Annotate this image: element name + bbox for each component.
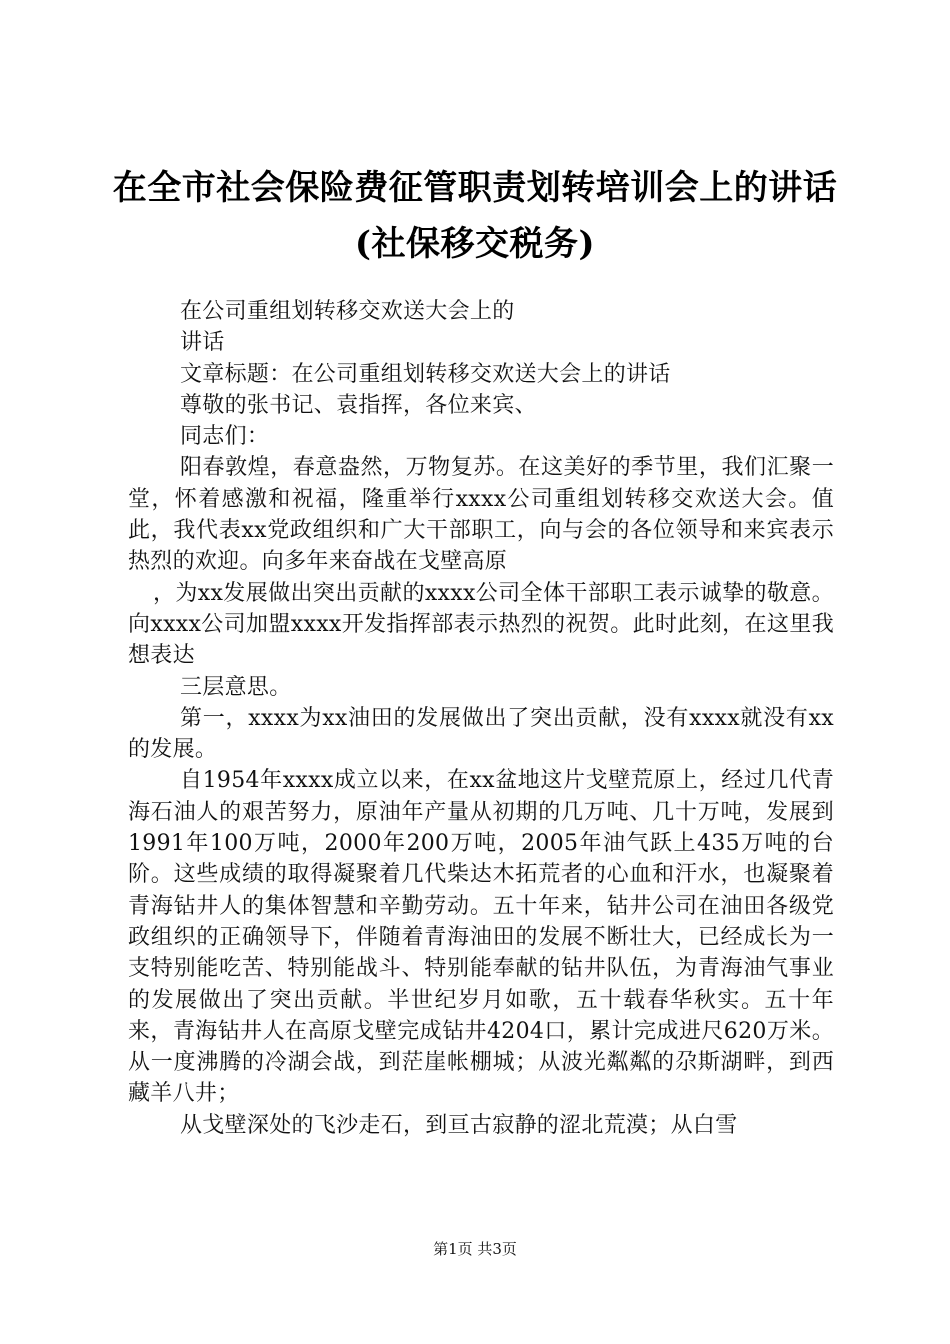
document-title: 在全市社会保险费征管职责划转培训会上的讲话(社保移交税务): [112, 168, 838, 264]
body-paragraph: 自1954年xxxx成立以来，在xx盆地这片戈壁荒原上，经过几代青海石油人的艰苦努力，原油年产量从初期的几万吨、几十万吨，发展到1991年100万吨，2000年200万吨，2005年油气跃上435万吨的台阶。这些成绩的取得凝聚着几代柴达木拓荒者的心血和汗水，也凝聚着青海钻井人的集体智慧和辛勤劳动。五十年来，钻井公司在油田各级党政组织的正确领导下，伴随着青海油田的发展不断壮大，已经成长为一支特别能吃苦、特别能战斗、特别能奉献的钻井队伍，为青海油气事业的发展做出了突出贡献。半世纪岁月如歌，五十载春华秋实。五十年来，青海钻井人在高原戈壁完成钻井4204口，累计完成进尺620万米。从一度沸腾的冷湖会战，到茫崖帐棚城；从波光粼粼的尕斯湖畔，到西藏羊八井；: [128, 768, 834, 1107]
body-paragraph: 从戈壁深处的飞沙走石，到亘古寂静的涩北荒漠；从白雪: [180, 1112, 738, 1138]
page-footer: 第1页 共3页: [433, 1240, 517, 1258]
body-paragraph: 讲话: [180, 330, 225, 356]
body-paragraph: 第一，xxxx为xx油田的发展做出了突出贡献，没有xxxx就没有xx的发展。: [128, 705, 834, 763]
body-paragraph: 同志们：: [180, 424, 270, 450]
body-paragraph: 文章标题：在公司重组划转移交欢送大会上的讲话: [180, 361, 671, 387]
document-body: [128, 296, 834, 1141]
body-paragraph: 尊敬的张书记、袁指挥，各位来宾、: [180, 392, 537, 418]
body-paragraph: ，为xx发展做出突出贡献的xxxx公司全体干部职工表示诚挚的敬意。向xxxx公司加盟xxxx开发指挥部表示热烈的祝贺。此时此刻，在这里我想表达: [128, 580, 834, 669]
body-paragraph: 三层意思。: [180, 674, 292, 700]
body-paragraph: 在公司重组划转移交欢送大会上的: [180, 299, 515, 324]
body-paragraph: 阳春敦煌，春意盎然，万物复苏。在这美好的季节里，我们汇聚一堂，怀着感激和祝福，隆重举行xxxx公司重组划转移交欢送大会。值此，我代表xx党政组织和广大干部职工，向与会的各位领导和来宾表示热烈的欢迎。向多年来奋战在戈壁高原: [128, 455, 834, 575]
